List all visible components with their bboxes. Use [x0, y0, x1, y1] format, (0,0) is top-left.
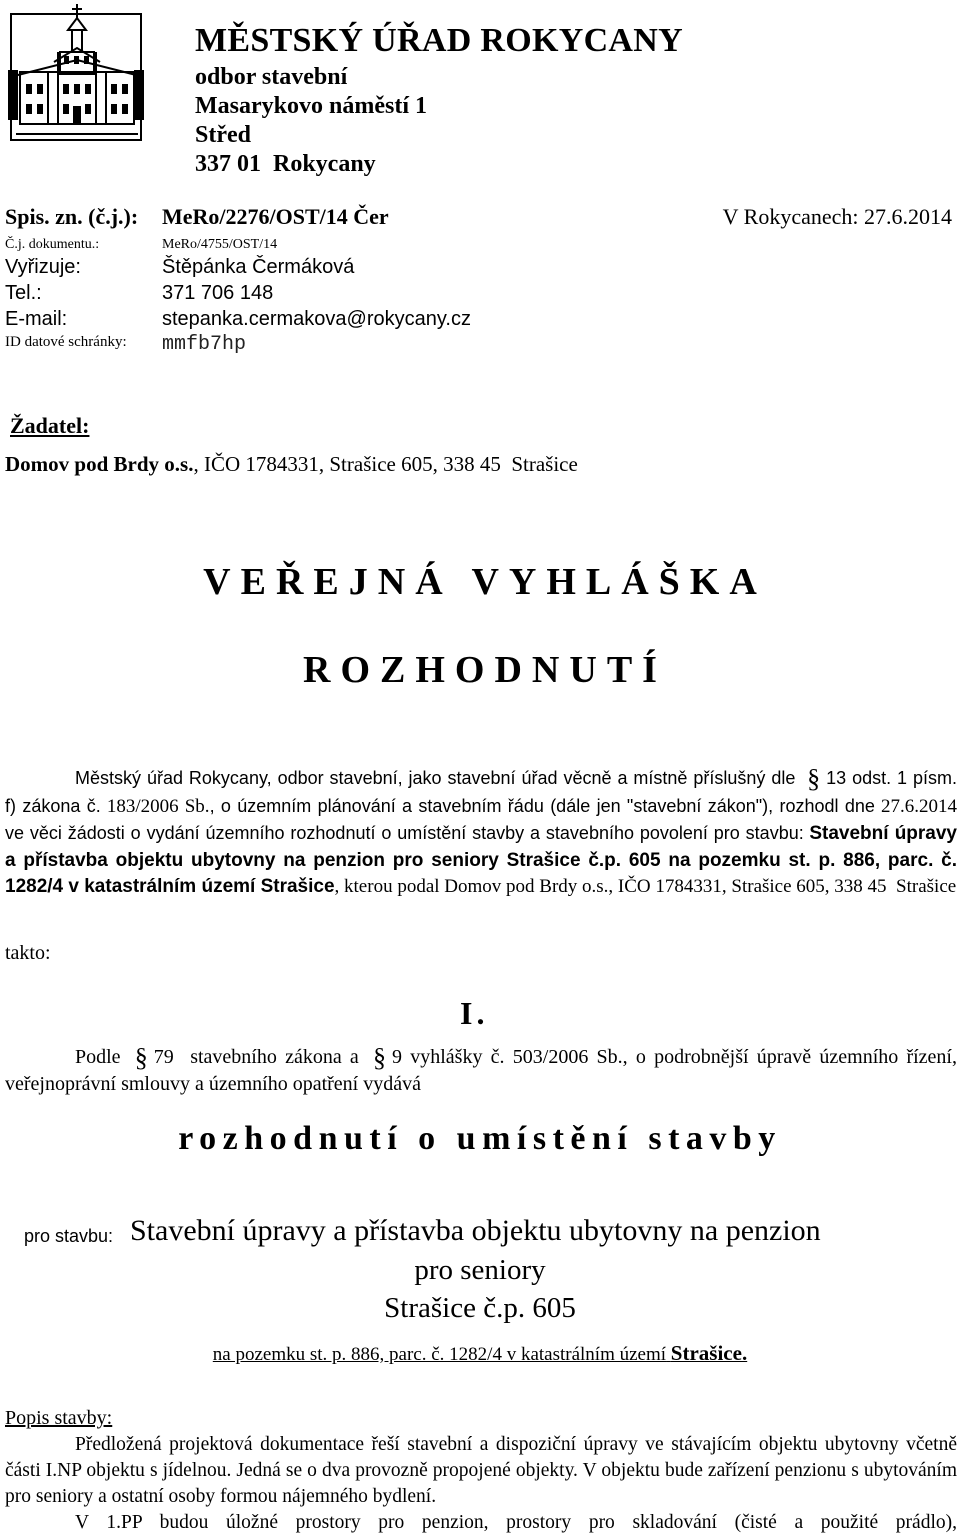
decision-title: ROZHODNUTÍ [303, 649, 667, 691]
place-date: V Rokycanech: 27.6.2014 [722, 204, 952, 229]
department: odbor stavební [195, 64, 348, 90]
description-paragraph-2 [5, 1510, 957, 1536]
part-numeral: I. [460, 995, 489, 1031]
vyrizuje-label: Vyřizuje: [5, 256, 81, 278]
applicant-line [5, 452, 578, 477]
cj-value: MeRo/4755/OST/14 [162, 237, 278, 252]
vyrizuje-value: Štěpánka Čermáková [162, 256, 355, 278]
section-sign-icon: § [807, 764, 821, 793]
building-line2: pro seniory [414, 1254, 546, 1286]
building-line3: Strašice č.p. 605 [384, 1292, 576, 1324]
district: Střed [195, 122, 251, 148]
spis-value: MeRo/2276/OST/14 Čer [162, 204, 389, 229]
intro-paragraph [5, 765, 957, 901]
zip-city: 337 01 Rokycany [195, 151, 376, 177]
intro-text-2: 13 odst. 1 písm. f) zákona č. [5, 768, 957, 816]
building-location-text: na pozemku st. p. 886, parc. č. 1282/4 v katastrálním území [212, 1344, 667, 1365]
email-label: E-mail: [5, 308, 68, 330]
applicant-label: Žadatel: [10, 413, 90, 438]
intro-text-1: Městský úřad Rokycany, odbor stavební, jako stavební úřad věcně a místně příslušný dle [75, 768, 796, 788]
ds-label: ID datové schránky: [5, 334, 127, 350]
takto-label: takto: [5, 942, 51, 964]
public-notice-title: VEŘEJNÁ VYHLÁŠKA [203, 561, 767, 603]
description-text-1: Předložená projektová dokumentace řeší stavební a dispoziční úpravy ve stávajícím objektu ubytovny včetně části I.NP objektu s jídelnou. Jedná se o dva provozně propojené objekty. V objektu bude zařízení penzionu s ubytováním pro seniory a ostatní osoby formou nájemného bydlení. [5, 1434, 957, 1507]
applicant-name: Domov pod Brdy o.s. [5, 452, 194, 476]
email-value[interactable]: stepanka.cermakova@rokycany.cz [162, 308, 471, 330]
intro-applicant: , kterou podal Domov pod Brdy o.s., IČO 1784331, Strašice 605, 338 45 Strašice [334, 876, 957, 897]
street: Masarykovo náměstí 1 [195, 93, 427, 119]
intro-text-4: , o územním plánování a stavebním řádu (dále jen "stavební zákon"), rozhodl dne [209, 795, 875, 816]
ds-value: mmfb7hp [162, 333, 247, 356]
intro-law: 183/2006 Sb. [106, 795, 210, 817]
applicant-details: , IČO 1784331, Strašice 605, 338 45 Strašice [193, 452, 578, 476]
part1-text-2: 79 stavebního zákona a [153, 1046, 359, 1068]
tel-label: Tel.: [5, 282, 42, 304]
description-text-2: V 1.PP budou úložné prostory pro penzion, prostory pro skladování (čisté a použité prádlo), [75, 1512, 957, 1533]
part1-text-1: Podle [75, 1046, 121, 1068]
tel-value: 371 706 148 [162, 282, 274, 304]
description-label: Popis stavby: [5, 1407, 113, 1429]
building-label: pro stavbu: [24, 1226, 114, 1246]
spis-label: Spis. zn. (č.j.): [5, 204, 139, 229]
office-name: MĚSTSKÝ ÚŘAD ROKYCANY [195, 22, 683, 59]
part1-text-3: 9 vyhlášky č. 503/2006 Sb. [392, 1046, 623, 1068]
part1-text-4: , o podrobnější úpravě územního řízení, veřejnoprávní smlouvy a územního opatření vydává [5, 1046, 957, 1095]
town-hall-logo [8, 0, 144, 142]
intro-text-6: ve věci žádosti o vydání územního rozhodnutí o umístění stavby a stavebního povolení pro stavbu: [5, 823, 804, 843]
building-location [0, 1341, 960, 1366]
building-line1: Stavební úpravy a přístavba objektu ubytovny na penzion [130, 1214, 821, 1247]
intro-date: 27.6.2014 [881, 795, 958, 817]
section-sign-icon-2: § [134, 1043, 148, 1072]
decision-heading: rozhodnutí o umístění stavby [178, 1120, 782, 1157]
intro-building: Stavební úpravy a přístavba objektu ubytovny na penzion pro seniory Strašice č.p. 605 na pozemku st. p. 886, parc. č. 1282/4 v katastrálním území Strašice [5, 823, 957, 897]
building-location-place: Strašice. [670, 1341, 748, 1365]
cj-label: Č.j. dokumentu.: [5, 237, 100, 252]
part1-paragraph [5, 1044, 957, 1097]
description-paragraph-1 [5, 1432, 957, 1510]
section-sign-icon-3: § [373, 1043, 387, 1072]
